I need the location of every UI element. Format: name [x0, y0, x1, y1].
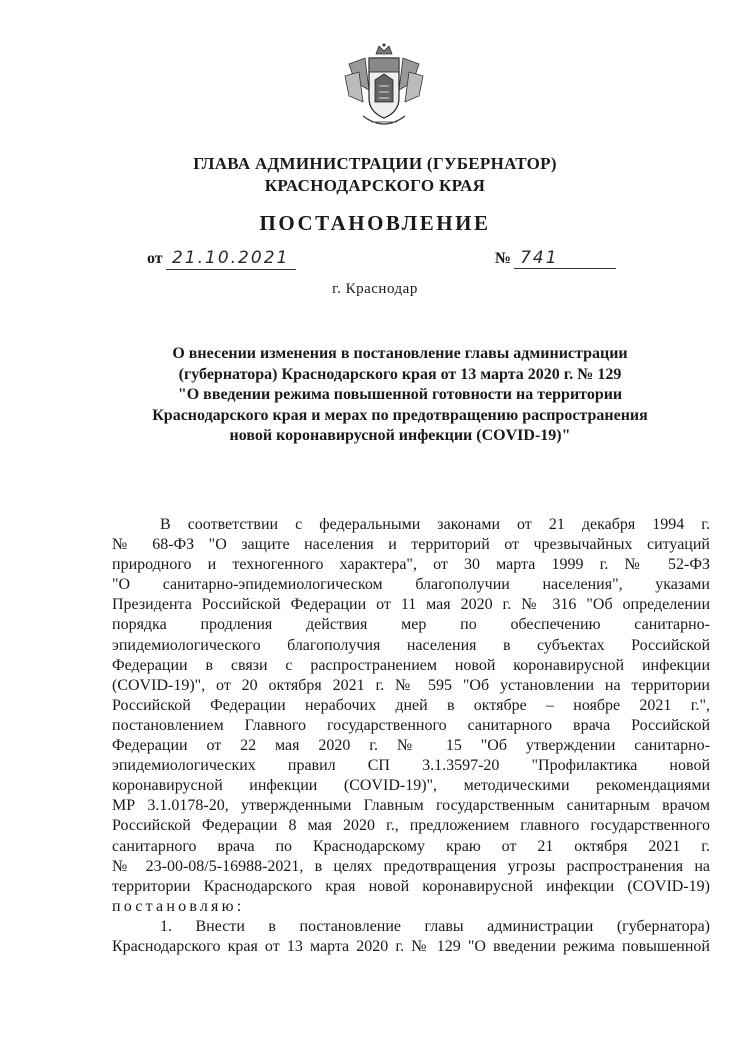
body-line: эпидемиологического благополучия населения в субъектах Российской [112, 636, 710, 654]
subject-line: Краснодарского края и мерах по предотвращению распространения [152, 406, 648, 424]
subject-line: (губернатора) Краснодарского края от 13 марта 2020 г. № 129 [178, 365, 622, 383]
body-line: постановлением Главного государственного санитарного врача Российской [112, 716, 710, 734]
body-line: порядка продления действия мер по обеспечению санитарно- [112, 616, 710, 634]
body-line: Краснодарского края от 13 марта 2020 г. № 129 "О введении режима повышенной [112, 937, 710, 955]
issuer-title-line-2: КРАСНОДАРСКОГО КРАЯ [264, 176, 486, 195]
city: г. Краснодар [332, 281, 418, 297]
subject-line: "О введении режима повышенной готовности на территории [177, 386, 623, 403]
body-line: "О санитарно-эпидемиологическом благополучии населения", указами [112, 576, 710, 594]
issuer-title-line-1: ГЛАВА АДМИНИСТРАЦИИ (ГУБЕРНАТОР) [193, 154, 557, 173]
body-line: 1. Внести в постановление главы администрации (губернатора) [160, 917, 710, 935]
document-type: ПОСТАНОВЛЕНИЕ [259, 211, 491, 235]
document-body [112, 515, 710, 957]
body-line: санитарного врача по Краснодарскому краю от 21 октября 2021 г. [112, 837, 710, 855]
body-line: (COVID-19)", от 20 октября 2021 г. № 595 "Об установлении на территории [112, 676, 710, 694]
body-line: коронавирусной инфекции (COVID-19)", методическими рекомендациями [112, 777, 710, 795]
date-line [147, 248, 296, 270]
date-value: 21.10.2021 [166, 248, 296, 270]
number-line [495, 248, 616, 269]
krasnodar-coat-of-arms-icon [343, 42, 425, 134]
body-line: эпидемиологических правил СП 3.1.3597-20 "Профилактика новой [112, 757, 710, 775]
body-line: В соответствии с федеральными законами от 21 декабря 1994 г. [160, 516, 710, 533]
body-line: Российской Федерации нерабочих дней в октябре – ноябре 2021 г.", [112, 696, 710, 714]
body-line: № 68-ФЗ "О защите населения и территорий от чрезвычайных ситуаций [112, 536, 710, 554]
body-line: МР 3.1.0178-20, утвержденными Главным государственным санитарным врачом [112, 797, 710, 815]
number-value: 741 [514, 248, 616, 269]
body-line: Федерации в связи с распространением новой коронавирусной инфекции [112, 656, 710, 674]
subject-line: О внесении изменения в постановление главы администрации [172, 345, 628, 362]
body-line: № 23-00-08/5-16988-2021, в целях предотвращения угрозы распространения на [112, 857, 710, 875]
body-line: природного и техногенного характера", от 30 марта 1999 г. № 52-ФЗ [112, 556, 710, 574]
date-prefix: от [147, 250, 163, 267]
subject-line: новой коронавирусной инфекции (COVID-19)" [229, 427, 571, 444]
number-prefix: № [495, 250, 512, 267]
document-subject [110, 344, 690, 447]
body-line: Федерации от 22 мая 2020 г. № 15 "Об утверждении санитарно- [112, 737, 710, 755]
body-line: территории Краснодарского края новой коронавирусной инфекции (COVID-19) [112, 877, 710, 895]
body-line: Президента Российской Федерации от 11 мая 2020 г. № 316 "Об определении [112, 596, 710, 614]
resolution-word: постановляю: [112, 897, 245, 915]
body-line: Российской Федерации 8 мая 2020 г., предложением главного государственного [112, 817, 710, 835]
